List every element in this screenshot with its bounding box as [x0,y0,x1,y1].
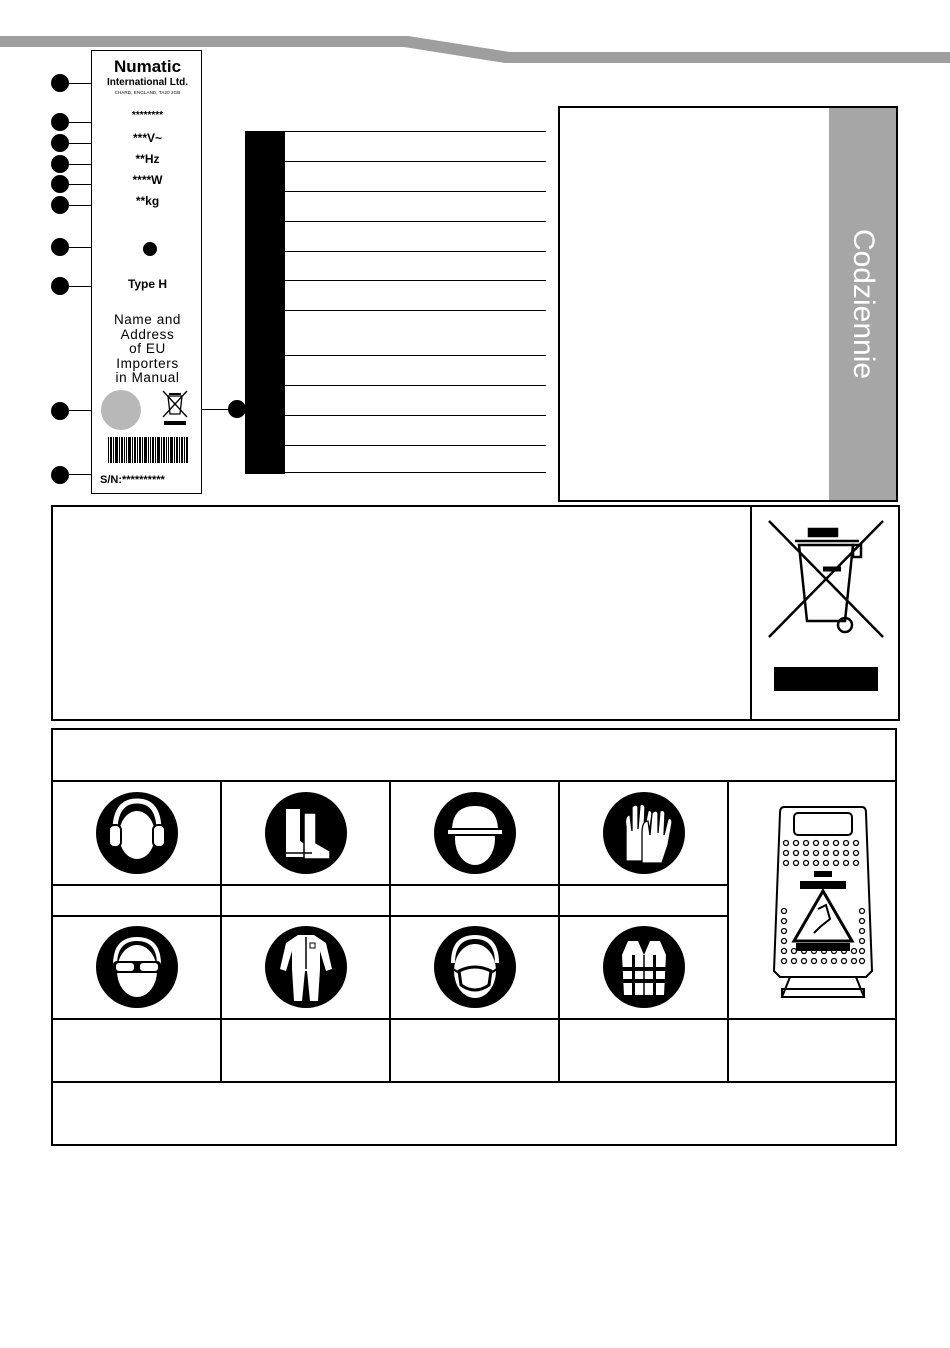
importers-line: Address [120,326,175,342]
callout-marker-4 [51,155,69,173]
callout-marker-1 [51,74,69,92]
legend-row-divider [285,191,546,192]
importers-line: Importers [116,355,179,371]
legend-row-divider [285,161,546,162]
safety-boots-icon [264,791,348,875]
weee-divider [750,507,752,719]
legend-row-divider [285,385,546,386]
callout-marker-11 [228,400,246,418]
grid-line [895,728,897,1146]
legend-row-divider [285,310,546,311]
ear-protection-icon [95,791,179,875]
legend-row-divider [285,221,546,222]
grid-line [51,1144,897,1146]
callout-marker-9 [51,402,69,420]
callout-marker-10 [51,466,69,484]
grid-line [389,780,391,1083]
small-weee-bin-icon [161,389,189,427]
plate-approval-mark-icon [101,390,141,430]
safety-gloves-icon [602,791,686,875]
legend-row-divider [285,355,546,356]
plate-type: Type H [127,277,168,291]
plate-address: CHARD, ENGLAND, TA20 2GB [114,90,181,95]
plate-frequency: **Hz [135,152,160,166]
importers-line: Name and [113,312,182,327]
callout-marker-8 [51,277,69,295]
grid-line [51,1081,897,1083]
legend-row-divider [285,131,546,132]
callout-marker-6 [51,196,69,214]
face-mask-icon [433,925,517,1009]
grid-line [220,780,222,1083]
grid-line [558,780,560,1083]
plate-weight: **kg [135,194,160,208]
plate-importers-note [92,313,203,386]
daily-tab [829,108,896,500]
legend-row-divider [285,280,546,281]
grid-line [727,780,729,1083]
legend-row-divider [285,251,546,252]
crossed-out-bin-icon [765,517,887,641]
plate-voltage: ***V~ [132,131,163,145]
hard-hat-icon [433,791,517,875]
eye-protection-icon [95,925,179,1009]
protective-coverall-icon [264,925,348,1009]
importers-line: in Manual [115,370,180,385]
plate-company: International Ltd. [106,77,189,88]
barcode-icon [108,437,188,463]
legend-row-divider [285,472,546,473]
plate-power: ****W [132,173,163,187]
callout-marker-7 [51,238,69,256]
callout-marker-5 [51,175,69,193]
callout-marker-3 [51,134,69,152]
wet-floor-caution-sign-icon [770,801,876,1001]
grid-line [51,728,53,1146]
rating-plate [91,50,202,494]
ppe-grid [51,728,897,1146]
plate-brand: Numatic [113,57,182,76]
weee-disposal-box [51,505,900,721]
callout-legend-table [245,131,546,474]
plate-serial-number: S/N:********** [100,474,165,486]
daily-checks-box [558,106,898,502]
weee-black-bar [774,667,878,691]
plate-model-code: ******** [131,110,164,121]
daily-tab-label: Codziennie [846,228,880,380]
hi-vis-vest-icon [602,925,686,1009]
legend-row-divider [285,445,546,446]
importers-line: of EU [129,341,166,356]
legend-row-divider [285,415,546,416]
plate-class-dot-icon [143,242,157,256]
grid-line [51,728,897,730]
callout-marker-2 [51,113,69,131]
legend-number-column [245,131,285,474]
grid-line [51,780,897,782]
grid-line [51,1018,897,1020]
